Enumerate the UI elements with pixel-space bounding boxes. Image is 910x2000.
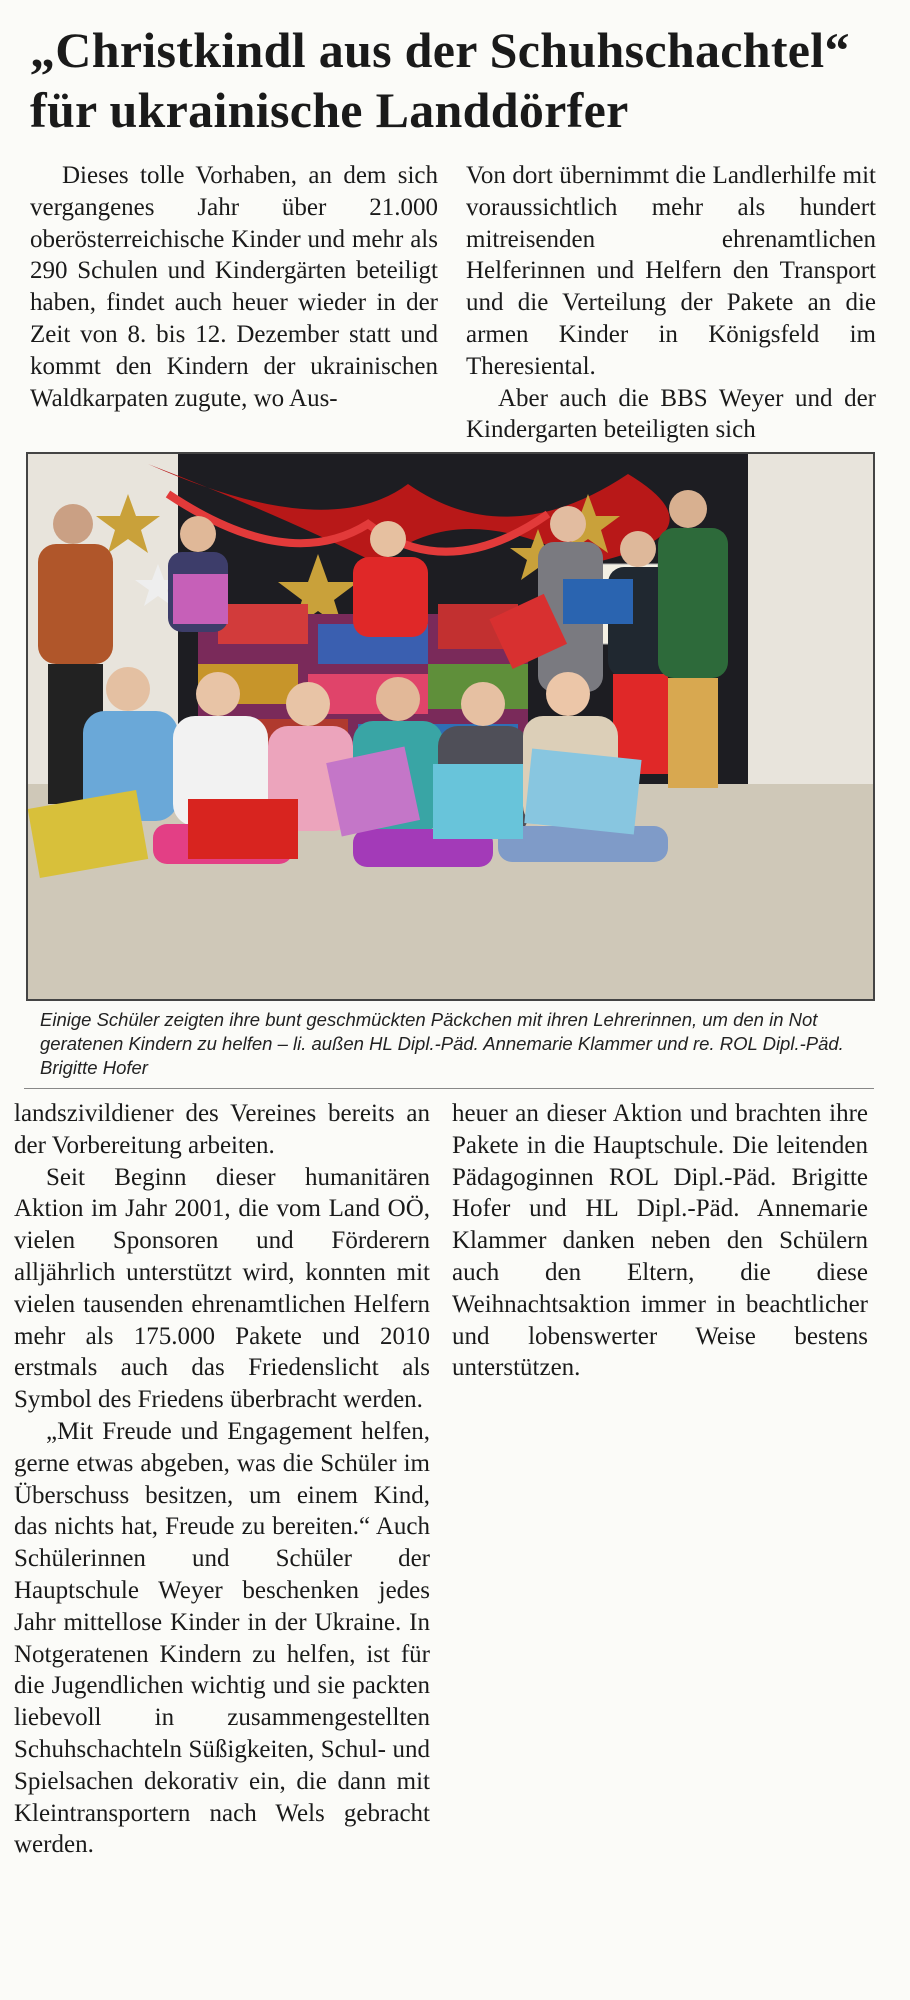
- column-3: [14, 1098, 430, 1861]
- article-photo: [26, 452, 875, 1001]
- gift-box: [563, 579, 633, 624]
- column-2: [466, 160, 876, 446]
- photo-illustration: [28, 454, 873, 999]
- paragraph: Aber auch die BBS Weyer und der Kindergarten beteiligten sich: [466, 384, 876, 444]
- photo-caption: Einige Schüler zeigten ihre bunt geschmückten Päckchen mit ihren Lehrerinnen, um den in Not geratenen Kindern zu helfen – li. außen HL Dipl.-Päd. Annemarie Klammer und re. ROL Dipl.-Päd. Brigitte Hofer: [40, 1009, 844, 1078]
- paragraph: Dieses tolle Vorhaben, an dem sich vergangenes Jahr über 21.000 oberösterreichische Kinder und mehr als 290 Schulen und Kindergärten beteiligt haben, findet auch heuer wieder in der Zeit von 8. bis 12. Dezember statt und kommt den Kindern der ukrainischen Waldkarpaten zugute, wo Aus-: [30, 162, 438, 412]
- gift-box: [524, 748, 641, 834]
- divider: [24, 1088, 874, 1089]
- standing-person: [658, 490, 728, 788]
- paragraph: Von dort übernimmt die Landlerhilfe mit voraussichtlich mehr als hundert mitreisenden ehrenamtlichen Helferinnen und Helfern den Transport und die Verteilung der Pakete an die armen Kinder in Königsfeld im Theresiental.: [466, 162, 876, 380]
- paragraph: Seit Beginn dieser humanitären Aktion im Jahr 2001, die vom Land OÖ, vielen Sponsoren und Förderern alljährlich unterstützt wird, konnten mit vielen tausenden ehrenamtlichen Helfern mehr als 175.000 Pakete und 2010 erstmals auch das Friedenslicht als Symbol des Friedens überbracht werden.: [14, 1163, 430, 1414]
- paragraph: „Mit Freude und Engagement helfen, gerne etwas abgeben, was die Schüler im Überschuss besitzen, um einem Kind, das nichts hat, Freude zu bereiten.“ Auch Schülerinnen und Schüler der Hauptschule Weyer beschenken jedes Jahr mittellose Kinder in der Ukraine. In Notgeratenen Kindern zu helfen, ist für die Jugendlichen wichtig und sie packten liebevoll in zusammengestellten Schuhschachteln Süßigkeiten, Schul- und Spielsachen dekorativ ein, die dann mit Kleintransportern nach Wels gebracht werden.: [14, 1417, 430, 1859]
- paragraph: heuer an dieser Aktion und brachten ihre Pakete in die Hauptschule. Die leitenden Pädagoginnen ROL Dipl.-Päd. Brigitte Hofer und HL Dipl.-Päd. Annemarie Klammer danken neben den Schülern auch den Eltern, die diese Weihnachtsaktion immer in beachtlicher und lobenswerter Weise bestens unterstützen.: [452, 1100, 868, 1382]
- headline-line-1: „Christkindl aus der Schuhschachtel“: [30, 22, 850, 78]
- paragraph: landszivildiener des Vereines bereits an der Vorbereitung arbeiten.: [14, 1100, 430, 1159]
- column-1: [30, 160, 438, 414]
- headline: [30, 20, 890, 140]
- headline-line-2: für ukrainische Landdörfer: [30, 82, 629, 138]
- column-4: [452, 1098, 868, 1384]
- gift-box: [188, 799, 298, 859]
- gift-box: [433, 764, 523, 839]
